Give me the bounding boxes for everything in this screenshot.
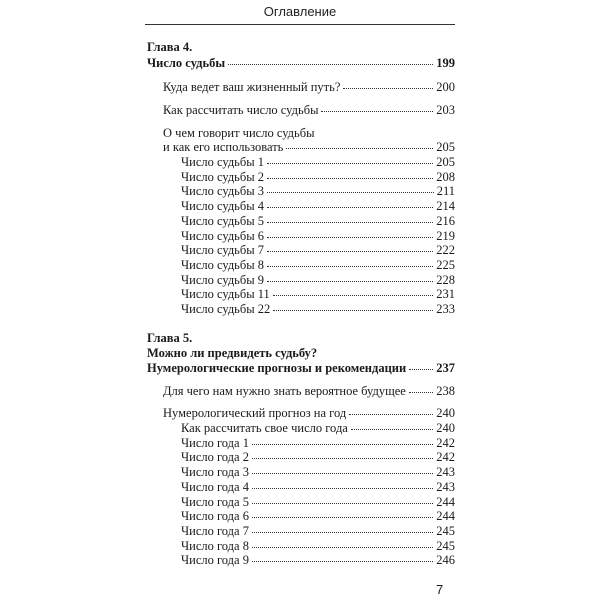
subsection-title: Число судьбы 5 — [181, 213, 265, 228]
leader-dots — [409, 359, 433, 370]
section-title: Для чего нам нужно знать вероятное будущее — [163, 384, 406, 398]
leader-dots — [252, 434, 433, 445]
page-ref: 225 — [436, 257, 455, 272]
section-title: Как рассчитать число судьбы — [163, 103, 319, 117]
page-ref: 233 — [436, 302, 455, 316]
subsection-title: Число года 9 — [181, 553, 249, 568]
page-ref: 200 — [436, 80, 455, 94]
subsection-title: Число судьбы 6 — [181, 228, 265, 243]
page-ref: 205 — [436, 155, 455, 169]
page-ref: 240 — [436, 406, 455, 420]
subsection-title: Число года 6 — [181, 509, 249, 524]
page-number: 7 — [436, 582, 444, 597]
chapter-5-title-entry[interactable] — [147, 361, 455, 376]
page-ref: 242 — [436, 435, 455, 450]
subsection-title: Число года 8 — [181, 538, 249, 553]
page-ref: 199 — [436, 56, 455, 70]
leader-dots — [252, 493, 433, 504]
leader-dots — [252, 551, 433, 562]
chapter-4-label: Глава 4. — [147, 40, 193, 54]
subsection-title: Число года 4 — [181, 479, 249, 494]
leader-dots — [252, 478, 433, 489]
leader-dots — [267, 182, 434, 193]
page-ref: 231 — [436, 287, 455, 302]
running-head: Оглавление — [263, 4, 337, 19]
leader-dots — [252, 522, 433, 533]
subsection-title: Число судьбы 7 — [181, 243, 265, 258]
leader-dots — [252, 463, 433, 474]
leader-dots — [252, 507, 433, 518]
leader-dots — [267, 241, 433, 252]
page-ref: 243 — [436, 465, 455, 480]
subsection-title: Как рассчитать свое число года — [181, 421, 348, 435]
page-ref: 244 — [436, 494, 455, 509]
chapter-5-label: Глава 5. — [147, 331, 193, 345]
leader-dots — [267, 256, 433, 267]
page-ref: 219 — [436, 228, 455, 243]
page-ref: 245 — [436, 523, 455, 538]
chapter-4-title: Число судьбы — [147, 56, 226, 70]
leader-dots — [267, 197, 433, 208]
leader-dots — [343, 78, 433, 89]
subsection-title: Число судьбы 2 — [181, 169, 265, 184]
page-ref: 240 — [436, 421, 455, 435]
toc-subsection[interactable] — [181, 302, 455, 317]
leader-dots — [351, 419, 433, 430]
chapter-5-title-line1: Можно ли предвидеть судьбу? — [147, 346, 318, 360]
subsection-title: Число года 7 — [181, 523, 249, 538]
toc-subsection[interactable] — [181, 553, 455, 568]
page-ref: 245 — [436, 538, 455, 553]
chapter-5-title: Нумерологические прогнозы и рекомендации — [147, 361, 407, 375]
page-ref: 244 — [436, 509, 455, 524]
subsection-title: Число года 5 — [181, 494, 249, 509]
leader-dots — [321, 101, 433, 112]
page-ref: 216 — [436, 213, 455, 228]
leader-dots — [252, 448, 433, 459]
page-ref: 237 — [436, 361, 455, 375]
subsection-title: Число года 3 — [181, 465, 249, 480]
leader-dots — [267, 271, 433, 282]
subsection-title: Число судьбы 4 — [181, 199, 265, 214]
leader-dots — [267, 227, 433, 238]
leader-dots — [273, 285, 433, 296]
page-ref: 228 — [436, 272, 455, 287]
section-title: и как его использовать — [163, 140, 284, 154]
leader-dots — [228, 54, 433, 65]
page-ref: 238 — [436, 384, 455, 398]
subsection-title: Число года 1 — [181, 435, 249, 450]
page-ref: 243 — [436, 479, 455, 494]
page-ref: 205 — [436, 140, 455, 154]
page-ref: 203 — [436, 103, 455, 117]
leader-dots — [252, 537, 433, 548]
leader-dots — [349, 404, 433, 415]
toc-section[interactable] — [163, 103, 455, 118]
page-ref: 208 — [436, 169, 455, 184]
section-title-line1: О чем говорит число судьбы — [163, 126, 315, 140]
subsection-title: Число судьбы 9 — [181, 272, 265, 287]
subsection-title: Число судьбы 8 — [181, 257, 265, 272]
leader-dots — [267, 153, 433, 164]
subsection-title: Число судьбы 1 — [181, 155, 265, 169]
page-ref: 246 — [436, 553, 455, 568]
page-ref: 214 — [436, 199, 455, 214]
leader-dots — [286, 138, 433, 149]
leader-dots — [267, 168, 433, 179]
toc-section[interactable] — [163, 384, 455, 399]
section-title: Куда ведет ваш жизненный путь? — [163, 80, 341, 94]
leader-dots — [273, 300, 433, 311]
toc-section[interactable] — [163, 80, 455, 95]
leader-dots — [409, 382, 433, 393]
page-ref: 222 — [436, 243, 455, 258]
subsection-title: Число судьбы 3 — [181, 184, 265, 199]
section-title: Нумерологический прогноз на год — [163, 406, 347, 420]
subsection-title: Число года 2 — [181, 450, 249, 465]
subsection-title: Число судьбы 11 — [181, 287, 270, 302]
page-ref: 211 — [436, 184, 455, 199]
page-ref: 242 — [436, 450, 455, 465]
subsection-title: Число судьбы 22 — [181, 302, 271, 316]
header-rule — [145, 24, 455, 25]
chapter-4-title-entry[interactable] — [147, 56, 455, 71]
leader-dots — [267, 212, 433, 223]
